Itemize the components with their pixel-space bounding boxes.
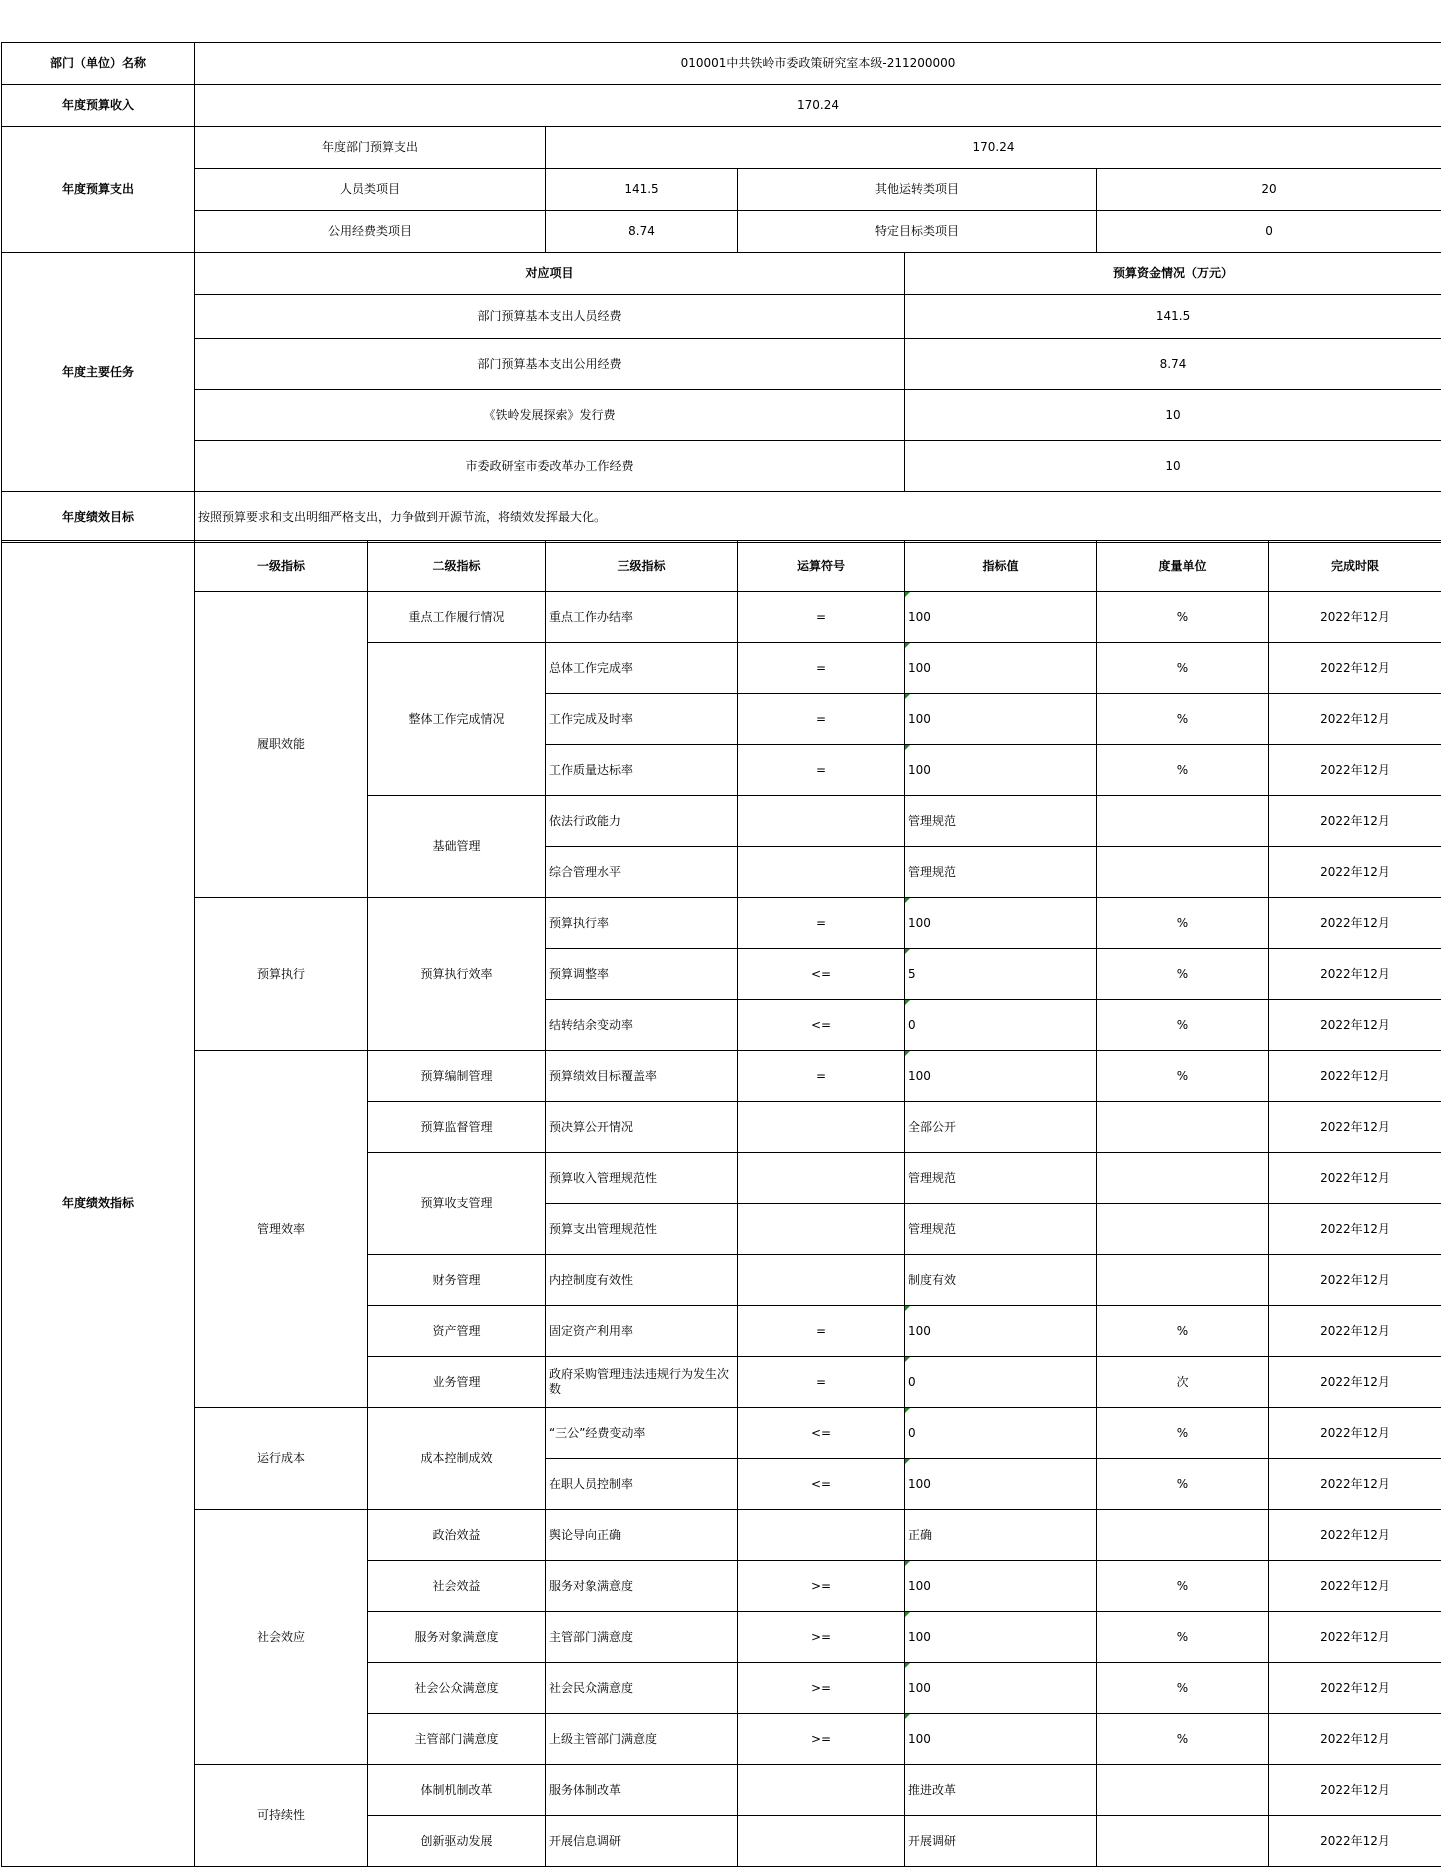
task-fund: 10 [905,441,1441,492]
level2-indicator: 重点工作履行情况 [368,592,546,643]
indicator-column-header: 完成时限 [1269,541,1441,592]
level3-indicator: 预算调整率 [546,949,738,1000]
operator [738,1102,905,1153]
table-row [2,898,1441,949]
indicator-column-header: 度量单位 [1097,541,1269,592]
deadline: 2022年12月 [1269,1612,1441,1663]
indicator-value: 管理规范 [905,1153,1097,1204]
indicator-value: 全部公开 [905,1102,1097,1153]
budget-summary-table [1,42,1441,543]
task-item: 市委政研室市委改革办工作经费 [195,441,905,492]
table-row [2,1408,1441,1459]
indicator-value: 5 [905,949,1097,1000]
operator [738,847,905,898]
level2-indicator: 预算收支管理 [368,1153,546,1255]
annual-expense-label: 年度预算支出 [2,127,195,253]
operator: = [738,898,905,949]
deadline: 2022年12月 [1269,1663,1441,1714]
level3-indicator: 依法行政能力 [546,796,738,847]
level3-indicator: 社会民众满意度 [546,1663,738,1714]
level3-indicator: 政府采购管理违法违规行为发生次数 [546,1357,738,1408]
level2-indicator: 社会效益 [368,1561,546,1612]
indicator-value: 制度有效 [905,1255,1097,1306]
level2-indicator: 主管部门满意度 [368,1714,546,1765]
task-item: 《铁岭发展探索》发行费 [195,390,905,441]
level2-indicator: 整体工作完成情况 [368,643,546,796]
level3-indicator: 舆论导向正确 [546,1510,738,1561]
deadline: 2022年12月 [1269,1153,1441,1204]
operator: <= [738,949,905,1000]
operator: >= [738,1612,905,1663]
deadline: 2022年12月 [1269,796,1441,847]
level1-indicator: 可持续性 [195,1765,368,1867]
level3-indicator: 综合管理水平 [546,847,738,898]
indicator-value: 推进改革 [905,1765,1097,1816]
table-row [2,1765,1441,1816]
measure-unit: % [1097,949,1269,1000]
deadline: 2022年12月 [1269,694,1441,745]
measure-unit: % [1097,643,1269,694]
performance-goal-label: 年度绩效目标 [2,492,195,543]
deadline: 2022年12月 [1269,1357,1441,1408]
level3-indicator: 在职人员控制率 [546,1459,738,1510]
task-fund: 8.74 [905,339,1441,390]
indicator-value: 0 [905,1000,1097,1051]
operator: >= [738,1714,905,1765]
operator: >= [738,1663,905,1714]
level2-indicator: 服务对象满意度 [368,1612,546,1663]
special-target-value: 0 [1097,211,1441,253]
level3-indicator: 工作质量达标率 [546,745,738,796]
indicator-value: 100 [905,1051,1097,1102]
level3-indicator: 服务对象满意度 [546,1561,738,1612]
measure-unit [1097,1765,1269,1816]
public-expense-label: 公用经费类项目 [195,211,546,253]
measure-unit: % [1097,1000,1269,1051]
personnel-value: 141.5 [546,169,738,211]
deadline: 2022年12月 [1269,1102,1441,1153]
level3-indicator: 重点工作办结率 [546,592,738,643]
table-row [2,1051,1441,1102]
operator: <= [738,1408,905,1459]
measure-unit [1097,1816,1269,1867]
measure-unit: % [1097,1459,1269,1510]
level2-indicator: 财务管理 [368,1255,546,1306]
operator: = [738,1306,905,1357]
level3-indicator: 预算执行率 [546,898,738,949]
indicator-column-header: 指标值 [905,541,1097,592]
operator: = [738,694,905,745]
performance-goal-text: 按照预算要求和支出明细严格支出，力争做到开源节流，将绩效发挥最大化。 [195,492,1441,543]
measure-unit [1097,796,1269,847]
dept-expense-label: 年度部门预算支出 [195,127,546,169]
task-fund: 10 [905,390,1441,441]
level3-indicator: “三公”经费变动率 [546,1408,738,1459]
deadline: 2022年12月 [1269,1816,1441,1867]
operator [738,1255,905,1306]
level1-indicator: 履职效能 [195,592,368,898]
level3-indicator: 预算绩效目标覆盖率 [546,1051,738,1102]
level3-indicator: 上级主管部门满意度 [546,1714,738,1765]
indicator-value: 开展调研 [905,1816,1097,1867]
deadline: 2022年12月 [1269,1306,1441,1357]
indicator-value: 100 [905,1612,1097,1663]
measure-unit [1097,847,1269,898]
level3-indicator: 结转结余变动率 [546,1000,738,1051]
level2-indicator: 预算监督管理 [368,1102,546,1153]
measure-unit: % [1097,592,1269,643]
level3-indicator: 预决算公开情况 [546,1102,738,1153]
operator: >= [738,1561,905,1612]
level2-indicator: 业务管理 [368,1357,546,1408]
deadline: 2022年12月 [1269,1204,1441,1255]
level2-indicator: 成本控制成效 [368,1408,546,1510]
dept-expense-value: 170.24 [546,127,1441,169]
level2-indicator: 预算执行效率 [368,898,546,1051]
deadline: 2022年12月 [1269,898,1441,949]
indicator-value: 100 [905,1663,1097,1714]
indicator-value: 0 [905,1408,1097,1459]
level1-indicator: 运行成本 [195,1408,368,1510]
operator: = [738,592,905,643]
personnel-label: 人员类项目 [195,169,546,211]
operator: = [738,1357,905,1408]
performance-indicators-table [1,540,1441,1867]
measure-unit: % [1097,1051,1269,1102]
level2-indicator: 资产管理 [368,1306,546,1357]
deadline: 2022年12月 [1269,847,1441,898]
level3-indicator: 主管部门满意度 [546,1612,738,1663]
operator [738,1204,905,1255]
deadline: 2022年12月 [1269,1714,1441,1765]
task-item: 部门预算基本支出公用经费 [195,339,905,390]
measure-unit: % [1097,1663,1269,1714]
deadline: 2022年12月 [1269,1510,1441,1561]
deadline: 2022年12月 [1269,1765,1441,1816]
operator [738,1510,905,1561]
deadline: 2022年12月 [1269,592,1441,643]
indicator-value: 100 [905,1561,1097,1612]
level2-indicator: 基础管理 [368,796,546,898]
indicator-value: 管理规范 [905,1204,1097,1255]
measure-unit [1097,1255,1269,1306]
indicators-label: 年度绩效指标 [2,541,195,1867]
level2-indicator: 政治效益 [368,1510,546,1561]
tasks-item-header: 对应项目 [195,253,905,295]
operator: <= [738,1000,905,1051]
annual-income-label: 年度预算收入 [2,85,195,127]
deadline: 2022年12月 [1269,1051,1441,1102]
operator: = [738,745,905,796]
measure-unit: % [1097,694,1269,745]
indicator-value: 100 [905,694,1097,745]
measure-unit: 次 [1097,1357,1269,1408]
measure-unit [1097,1102,1269,1153]
measure-unit [1097,1510,1269,1561]
level3-indicator: 总体工作完成率 [546,643,738,694]
indicator-value: 管理规范 [905,847,1097,898]
task-item: 部门预算基本支出人员经费 [195,295,905,339]
indicator-value: 100 [905,1714,1097,1765]
measure-unit: % [1097,1306,1269,1357]
operator [738,796,905,847]
operator [738,1153,905,1204]
deadline: 2022年12月 [1269,1000,1441,1051]
indicator-value: 100 [905,1306,1097,1357]
measure-unit: % [1097,1408,1269,1459]
deadline: 2022年12月 [1269,1255,1441,1306]
table-row [2,592,1441,643]
special-target-label: 特定目标类项目 [738,211,1097,253]
operator: = [738,643,905,694]
deadline: 2022年12月 [1269,949,1441,1000]
operator [738,1765,905,1816]
indicator-value: 100 [905,898,1097,949]
indicator-value: 100 [905,1459,1097,1510]
operator [738,1816,905,1867]
measure-unit: % [1097,1612,1269,1663]
deadline: 2022年12月 [1269,1408,1441,1459]
level1-indicator: 预算执行 [195,898,368,1051]
measure-unit: % [1097,1561,1269,1612]
measure-unit: % [1097,1714,1269,1765]
indicator-column-header: 三级指标 [546,541,738,592]
dept-name-label: 部门（单位）名称 [2,43,195,85]
measure-unit: % [1097,898,1269,949]
operator: <= [738,1459,905,1510]
annual-income-value: 170.24 [195,85,1441,127]
level2-indicator: 创新驱动发展 [368,1816,546,1867]
indicator-column-header: 一级指标 [195,541,368,592]
level3-indicator: 固定资产利用率 [546,1306,738,1357]
indicator-value: 100 [905,745,1097,796]
level3-indicator: 服务体制改革 [546,1765,738,1816]
indicator-value: 100 [905,592,1097,643]
measure-unit [1097,1153,1269,1204]
indicator-value: 正确 [905,1510,1097,1561]
level1-indicator: 管理效率 [195,1051,368,1408]
deadline: 2022年12月 [1269,1459,1441,1510]
deadline: 2022年12月 [1269,643,1441,694]
public-expense-value: 8.74 [546,211,738,253]
other-operating-value: 20 [1097,169,1441,211]
indicator-column-header: 运算符号 [738,541,905,592]
table-row [2,1510,1441,1561]
level3-indicator: 工作完成及时率 [546,694,738,745]
main-tasks-label: 年度主要任务 [2,253,195,492]
level2-indicator: 预算编制管理 [368,1051,546,1102]
indicator-column-header: 二级指标 [368,541,546,592]
level3-indicator: 内控制度有效性 [546,1255,738,1306]
level2-indicator: 体制机制改革 [368,1765,546,1816]
indicator-value: 100 [905,643,1097,694]
level3-indicator: 开展信息调研 [546,1816,738,1867]
level3-indicator: 预算收入管理规范性 [546,1153,738,1204]
tasks-fund-header: 预算资金情况（万元） [905,253,1441,295]
operator: = [738,1051,905,1102]
indicator-value: 管理规范 [905,796,1097,847]
level1-indicator: 社会效应 [195,1510,368,1765]
deadline: 2022年12月 [1269,745,1441,796]
dept-name-value: 010001中共铁岭市委政策研究室本级-211200000 [195,43,1441,85]
indicator-value: 0 [905,1357,1097,1408]
other-operating-label: 其他运转类项目 [738,169,1097,211]
level3-indicator: 预算支出管理规范性 [546,1204,738,1255]
deadline: 2022年12月 [1269,1561,1441,1612]
level2-indicator: 社会公众满意度 [368,1663,546,1714]
measure-unit [1097,1204,1269,1255]
measure-unit: % [1097,745,1269,796]
task-fund: 141.5 [905,295,1441,339]
